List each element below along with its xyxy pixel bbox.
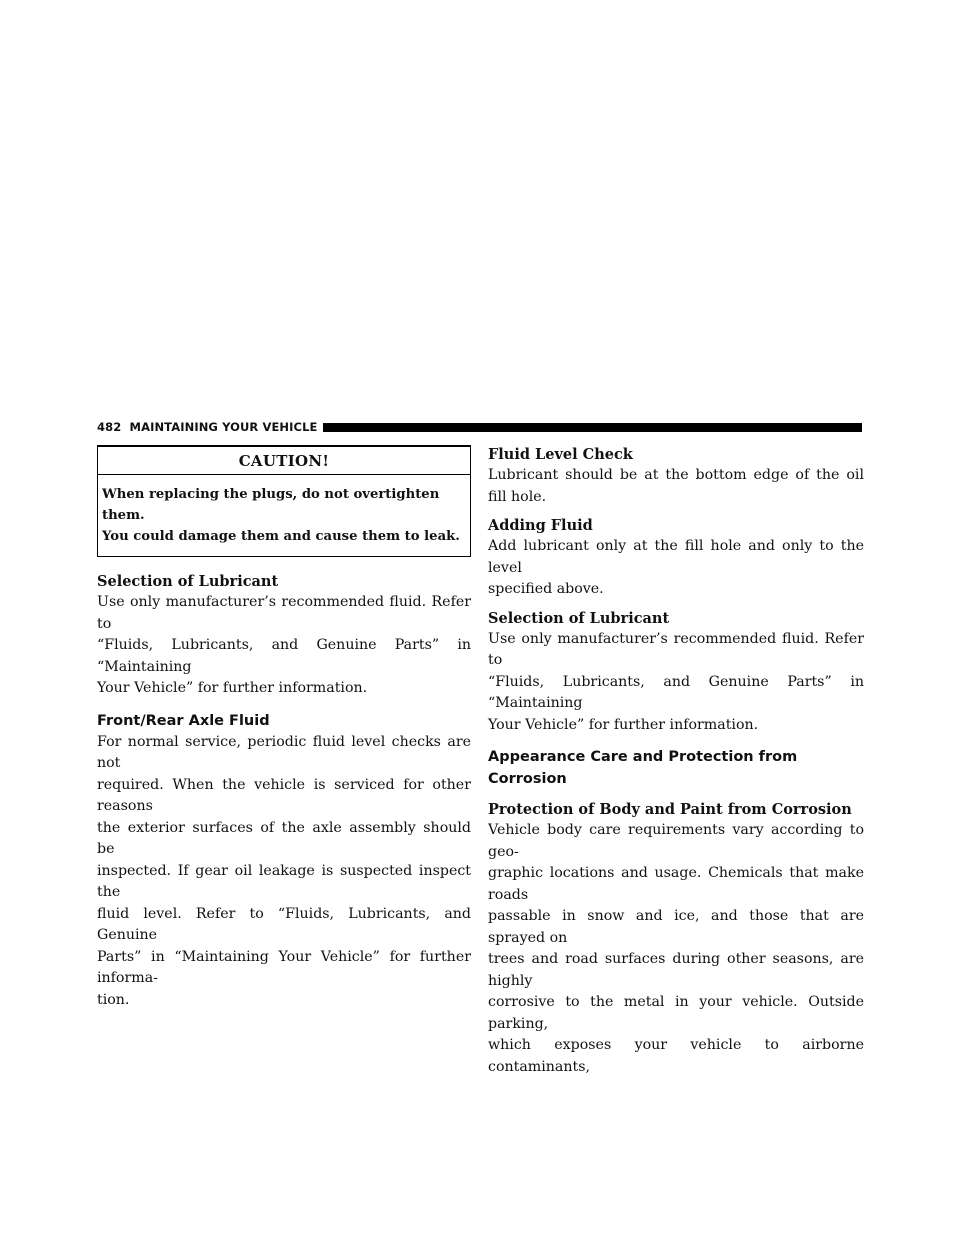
paragraph-protection	[488, 820, 864, 1078]
caution-text	[98, 475, 470, 556]
heading-fluid-level-check: Fluid Level Check	[488, 446, 633, 463]
page-header	[97, 419, 862, 435]
heading-appearance-care: Appearance Care and Protection from Corrosion	[488, 749, 798, 787]
text-line: Lubricant should be at the bottom edge of the oil fill hole.	[488, 467, 864, 505]
page-number-and-section	[97, 420, 323, 434]
caution-box	[97, 445, 471, 557]
caution-line: You could damage them and cause them to leak.	[102, 529, 460, 544]
text-line: inspected. If gear oil leakage is suspected inspect the	[97, 862, 471, 900]
paragraph-axle	[97, 732, 471, 1012]
paragraph-adding	[488, 536, 864, 601]
text-line: the exterior surfaces of the axle assembly should be	[97, 819, 471, 857]
heading-protection-body-paint: Protection of Body and Paint from Corrosion	[488, 801, 852, 818]
paragraph-selection	[97, 592, 471, 700]
text-line: specified above.	[488, 581, 604, 597]
paragraph-selection	[488, 629, 864, 737]
text-line: corrosive to the metal in your vehicle. Outside parking,	[488, 994, 864, 1032]
text-line: Parts” in “Maintaining Your Vehicle” for further informa-	[97, 948, 471, 986]
text-line: Your Vehicle” for further information.	[488, 716, 759, 733]
text-line: tion.	[97, 991, 130, 1008]
header-rule	[323, 423, 862, 432]
text-line: “Fluids, Lubricants, and Genuine Parts” in “Maintaining	[488, 673, 864, 711]
page-number: 482	[97, 420, 122, 434]
text-line: trees and road surfaces during other seasons, are highly	[488, 951, 864, 989]
text-line: passable in snow and ice, and those that are sprayed on	[488, 908, 864, 946]
right-column	[488, 445, 864, 1078]
caution-line: When replacing the plugs, do not overtighten them.	[102, 487, 440, 523]
text-line: graphic locations and usage. Chemicals that make roads	[488, 865, 864, 903]
text-line: fluid level. Refer to “Fluids, Lubricants, and Genuine	[97, 905, 471, 943]
paragraph-level	[488, 465, 864, 508]
section-title: MAINTAINING YOUR VEHICLE	[129, 420, 318, 434]
caution-title: CAUTION!	[98, 447, 470, 475]
text-line: Your Vehicle” for further information.	[97, 680, 368, 696]
text-line: Use only manufacturer’s recommended fluid. Refer to	[488, 630, 864, 668]
heading-axle-fluid: Front/Rear Axle Fluid	[97, 712, 270, 729]
text-line: required. When the vehicle is serviced for other reasons	[97, 776, 471, 814]
text-line: For normal service, periodic fluid level checks are not	[97, 733, 471, 771]
text-line: Use only manufacturer’s recommended fluid. Refer to	[97, 594, 471, 632]
text-line: “Fluids, Lubricants, and Genuine Parts” in “Maintaining	[97, 637, 471, 675]
text-line: Add lubricant only at the fill hole and only to the level	[488, 538, 864, 576]
heading-selection-of-lubricant: Selection of Lubricant	[488, 609, 670, 627]
text-line: which exposes your vehicle to airborne contaminants,	[488, 1037, 864, 1075]
text-line: Vehicle body care requirements vary according to geo-	[488, 822, 864, 860]
heading-selection-of-lubricant: Selection of Lubricant	[97, 573, 279, 590]
heading-adding-fluid: Adding Fluid	[488, 517, 593, 534]
left-column	[97, 445, 471, 1011]
